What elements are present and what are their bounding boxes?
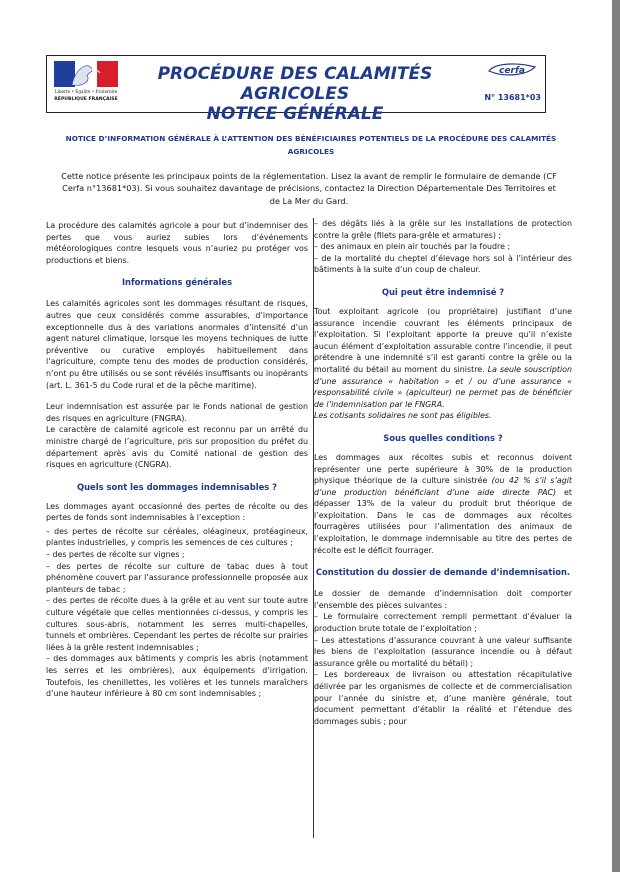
right-column xyxy=(313,218,572,838)
list-item: – Les attestations d’assurance couvrant à une valeur suffisante les biens de l’exploitation (assurance incendie ou à défaut assurance grêle ou mortalité du bétail) ; xyxy=(314,635,572,668)
page-title xyxy=(125,64,465,124)
paragraph-cotisants: Les cotisants solidaires ne sont pas éligibles. xyxy=(314,411,492,421)
paragraph-recognition: Le caractère de calamité agricole est reconnu par un arrêté du ministre chargé de l’agriculture, pris sur proposition du préfet du département après avis du Comité national de gestion des risques en agriculture (CNGRA). xyxy=(46,425,308,470)
list-item: – des pertes de récolte sur vignes ; xyxy=(46,550,185,560)
logo-motto: Liberté • Égalité • Fraternité xyxy=(54,89,118,94)
list-item: – des pertes de récolte sur culture de tabac dues à tout phénomène couvert par l’assurance professionnelle proposée aux planteurs de tabac ; xyxy=(46,561,308,594)
title-line-2: NOTICE GÉNÉRALE xyxy=(206,104,384,124)
paragraph-who xyxy=(314,306,572,410)
list-item: – Les bordereaux de livraison ou attestation récapitulative délivrée par les organismes de collecte et de commercialisation pour l’année du sinistre et, d’une manière générale, tout document permettant d’établir la réalité et l’étendue des dommages subis ; pour xyxy=(314,670,572,726)
list-item: – des pertes de récolte sur céréales, oléagineux, protéagineux, plantes industrielles, y compris les semences de ces cultures ; xyxy=(46,526,308,548)
paragraph-conditions xyxy=(314,452,572,556)
header-box xyxy=(46,55,546,124)
conditions-text-italic: (ou 42 % s’il s’agit d’une production bénéficiant d’une aide directe PAC) xyxy=(314,476,572,497)
heading-who: Qui peut être indemnisé ? xyxy=(381,286,505,297)
who-text: Tout exploitant agricole (ou propriétaire) justifiant d’une assurance incendie couvrant les éléments principaux de l’exploitation. Si l’exploitant apporte la preuve qu’il n’existe aucun élément d’exploitation assurable contre l’incendie, il peut prétendre à une indemnité s’il est garanti contre la grêle ou la mortalité du bétail au moment du sinistre. xyxy=(314,306,572,374)
heading-informations: Informations générales xyxy=(121,277,233,288)
marianne-flag-icon xyxy=(54,61,118,87)
cerfa-number: N° 13681*03 xyxy=(484,93,541,102)
paragraph-definition: Les calamités agricoles sont les dommages résultant de risques, autres que ceux considérés comme assurables, d’importance exceptionnelle dus à des variations anormales d’intensité d’un agent naturel climatique, lorsque les moyens techniques de lutte préventive ou curative employés habituellement dans l’agriculture, compte tenu des modes de production considérés, n’ont pu être utilisés ou se sont révélés insuffisants ou inopérants (art. L. 361-5 du Code rural et de la pêche maritime). xyxy=(46,299,308,390)
heading-which-damages: Quels sont les dommages indemnisables ? xyxy=(76,481,278,492)
heading-dossier: Constitution du dossier de demande d’indemnisation. xyxy=(315,567,571,578)
left-column xyxy=(46,220,308,700)
republique-francaise-logo xyxy=(52,61,120,106)
title-line-1: PROCÉDURE DES CALAMITÉS AGRICOLES xyxy=(157,64,433,104)
list-item: – des dégâts liés à la grêle sur les installations de protection contre la grêle (filets para-grêle et armatures) ; xyxy=(314,219,572,240)
list-item: – des pertes de récolte dues à la grêle et au vent sur toute autre culture végétale que celles mentionnées ci-dessus, y compris les cultures sous-abris, notamment les serres multi-chapelles, tunnels et ombrières. Cependant les pertes de récolte sur prairies liées à la grêle restent indemnisables ; xyxy=(46,596,308,652)
list-item: – des animaux en plein air touchés par la foudre ; xyxy=(314,242,511,252)
paragraph-intro: La procédure des calamités agricole a pour but d’indemniser des pertes que vous auriez subies lors d’événements météorologiques contre lesquels vous n’auriez pu protéger vos productions et biens. xyxy=(46,221,308,265)
who-text-italic: La seule souscription d’une assurance « habitation » et / ou d’une assurance « responsabilité civile » (apiculteur) ne permet pas de bénéficier de l’indemnisation par le FNGRA. xyxy=(314,364,572,409)
list-item: – Le formulaire correctement rempli permettant d’évaluer la production brute totale de l’exploitation ; xyxy=(314,612,572,634)
logo-republic: RÉPUBLIQUE FRANÇAISE xyxy=(54,97,118,102)
conditions-text-b: et dépasser 13% de la valeur du produit brut théorique de l’exploitation. Dans le cas de dommages aux récoltes fourragères utilisées pour l’alimentation des animaux de l’exploitation, le dommage indemnisable au titre des pertes de récolte est le déficit fourrager. xyxy=(314,487,572,555)
paragraph-dossier: Le dossier de demande d’indemnisation doit comporter l’ensemble des pièces suivantes : xyxy=(314,589,572,610)
cerfa-logo-icon xyxy=(487,61,537,79)
heading-conditions: Sous quelles conditions ? xyxy=(383,432,503,443)
list-item: – de la mortalité du cheptel d’élevage hors sol à l’intérieur des bâtiments à la suite d’un coup de chaleur. xyxy=(314,253,572,275)
page-shadow xyxy=(612,0,620,872)
conditions-text-a: Les dommages aux récoltes subis et reconnus doivent représenter une perte supérieure à 30% de la production physique théorique de la culture sinistrée xyxy=(314,452,572,486)
cerfa-logo-text: cerfa xyxy=(499,66,525,76)
paragraph-fund: Leur indemnisation est assurée par le Fonds national de gestion des risques en agriculture (FNGRA). xyxy=(46,402,308,423)
notice-title: NOTICE D’INFORMATION GÉNÉRALE À L’ATTENTION DES BÉNÉFICIAIRES POTENTIELS DE LA PROCÉDURE DES CALAMITÉS AGRICOLES xyxy=(65,134,557,156)
list-item: – des dommages aux bâtiments y compris les abris (notamment les serres et les ombrières), aux équipements d’irrigation. Toutefois, les chenillettes, les volières et les tunnels maraîchers d’une hauteur inférieure à 80 cm sont indemnisables ; xyxy=(46,654,308,699)
intro-text: Cette notice présente les principaux points de la réglementation. Lisez la avant de remplir le formulaire de demande (CF Cerfa n°13681*03). Si vous souhaitez davantage de précisions, contactez la Direction Départementale Des Territoires et de La Mer du Gard. xyxy=(61,171,557,206)
paragraph-which: Les dommages ayant occasionné des pertes de récolte ou des pertes de fonds sont indemnisables à l’exception : xyxy=(46,501,308,523)
